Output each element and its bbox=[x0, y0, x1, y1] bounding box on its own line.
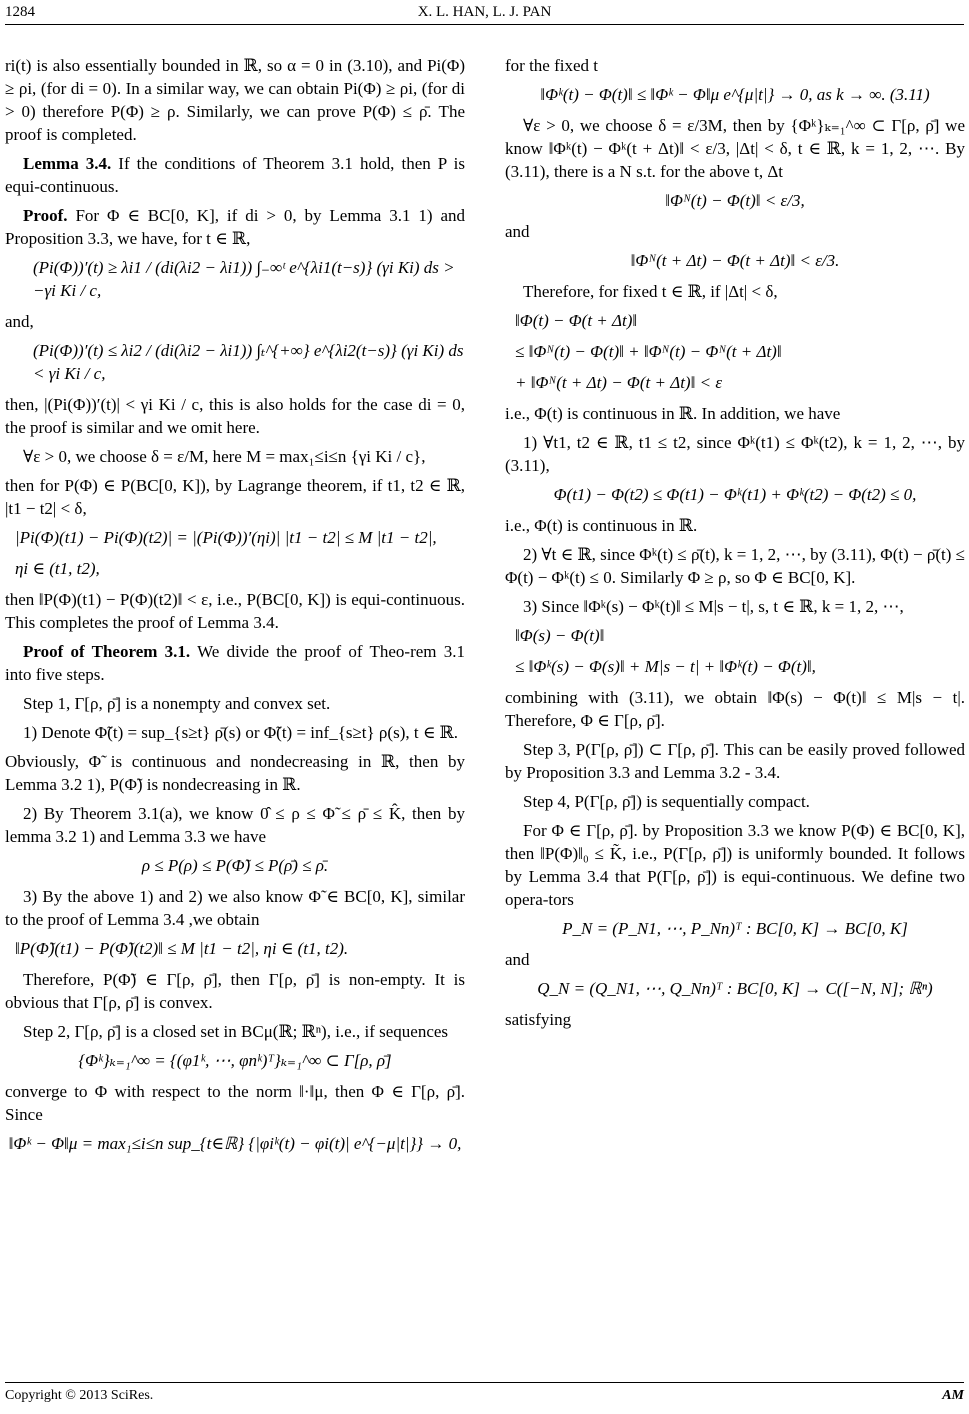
paragraph bbox=[505, 738, 965, 784]
paragraph-text: i.e., Φ(t) is continuous in ℝ. bbox=[505, 516, 698, 535]
paragraph-text: then ‖P(Φ)(t1) − P(Φ)(t2)‖ < ε, i.e., P(BC[0, K]) is equi-continuous. This completes the proof of Lemma 3.4. bbox=[5, 590, 465, 632]
paragraph bbox=[5, 1020, 465, 1043]
paragraph bbox=[5, 588, 465, 634]
paragraph bbox=[505, 1008, 965, 1031]
equation: ‖Φᴺ(t) − Φ(t)‖ < ε/3, bbox=[665, 191, 805, 210]
paragraph bbox=[5, 54, 465, 146]
paragraph-text: combining with (3.11), we obtain ‖Φ(s) − Φ(t)‖ ≤ M|s − t|. Therefore, Φ ∈ Γ[ρ, ρ̄]. bbox=[505, 688, 965, 730]
running-title: X. L. HAN, L. J. PAN bbox=[417, 4, 552, 20]
paragraph-text: 3) By the above 1) and 2) we also know Φ̃ ∈ BC[0, K], similar to the proof of Lemma 3.4 ,we obtain bbox=[5, 887, 465, 929]
equation: ‖Φᵏ(t) − Φ(t)‖ ≤ ‖Φᵏ − Φ‖μ e^{μ|t|} → 0, as k → ∞. (3.11) bbox=[540, 85, 930, 104]
paragraph bbox=[5, 968, 465, 1014]
paragraph bbox=[505, 790, 965, 813]
paragraph bbox=[505, 220, 965, 243]
page-number: 1284 bbox=[5, 4, 35, 20]
paragraph-lead: Proof of Theorem 3.1. bbox=[23, 642, 191, 661]
paragraph-text: Therefore, for fixed t ∈ ℝ, if |Δt| < δ, bbox=[523, 282, 778, 301]
header-rule bbox=[5, 24, 964, 25]
paragraph bbox=[505, 819, 965, 911]
paragraph-text: 1) ∀t1, t2 ∈ ℝ, t1 ≤ t2, since Φᵏ(t1) ≤ Φᵏ(t2), k = 1, 2, ⋯, by (3.11), bbox=[505, 433, 965, 475]
paragraph bbox=[5, 445, 465, 468]
paragraph-text: For Φ ∈ Γ[ρ, ρ̄]. by Proposition 3.3 we know P(Φ) ∈ BC[0, K], then ‖P(Φ)‖₀ ≤ K̃, i.e., P(Γ[ρ, ρ̄]) is uniformly bounded. It follows by Lemma 3.4 that P(Γ[ρ, ρ̄]) is equi-continuous. We define two opera-tors bbox=[505, 821, 965, 909]
equation: Q_N = (Q_N1, ⋯, Q_Nn)ᵀ : BC[0, K] → C([−N, N]; ℝⁿ) bbox=[537, 979, 933, 998]
paragraph bbox=[505, 543, 965, 589]
paragraph-text: 3) Since ‖Φᵏ(s) − Φᵏ(t)‖ ≤ M|s − t|, s, t ∈ ℝ, k = 1, 2, ⋯, bbox=[523, 597, 904, 616]
paragraph bbox=[5, 750, 465, 796]
equation: (Pi(Φ))′(t) ≤ λi2 / (di(λi2 − λi1)) ∫ₜ^{+∞} e^{λi2(t−s)} (γi Ki) ds < γi Ki / c, bbox=[33, 341, 464, 383]
paragraph bbox=[505, 686, 965, 732]
paragraph-text: Step 2, Γ[ρ, ρ̄] is a closed set in BCμ(ℝ; ℝⁿ), i.e., if sequences bbox=[23, 1022, 449, 1041]
paragraph-text: ∀ε > 0, we choose δ = ε/M, here M = max₁≤i≤n {γi Ki / c}, bbox=[23, 447, 426, 466]
paragraph-text: Step 4, P(Γ[ρ, ρ̄]) is sequentially compact. bbox=[523, 792, 810, 811]
paragraph-text: i.e., Φ(t) is continuous in ℝ. In addition, we have bbox=[505, 404, 841, 423]
paragraph bbox=[505, 402, 965, 425]
paragraph-text: If the conditions of Theorem 3.1 hold, then P is equi-continuous. bbox=[5, 154, 465, 196]
paragraph bbox=[505, 948, 965, 971]
equation: ‖Φᵏ − Φ‖μ = max₁≤i≤n sup_{t∈ℝ} {|φiᵏ(t) − φi(t)| e^{−μ|t|}} → 0, bbox=[8, 1134, 462, 1153]
paragraph bbox=[5, 692, 465, 715]
journal-abbrev: AM bbox=[942, 1388, 964, 1403]
paragraph bbox=[505, 514, 965, 537]
paragraph-text: and bbox=[505, 222, 530, 241]
paragraph bbox=[5, 885, 465, 931]
paragraph-lead: Lemma 3.4. bbox=[23, 154, 112, 173]
paragraph-text: Step 3, P(Γ[ρ, ρ̄]) ⊂ Γ[ρ, ρ̄]. This can be easily proved followed by Proposition 3.3 and Lemma 3.2 - 3.4. bbox=[505, 740, 965, 782]
paragraph-text: satisfying bbox=[505, 1010, 572, 1029]
equation: ≤ ‖Φᵏ(s) − Φ(s)‖ + M|s − t| + ‖Φᵏ(t) − Φ(t)‖, bbox=[515, 657, 816, 676]
paragraph-text: then for P(Φ) ∈ P(BC[0, K]), by Lagrange theorem, if t1, t2 ∈ ℝ, |t1 − t2| < δ, bbox=[5, 476, 465, 518]
paragraph-text: Therefore, P(Φ̃) ∈ Γ[ρ, ρ̄], then Γ[ρ, ρ̄] is non-empty. It is obvious that Γ[ρ, ρ̄] is convex. bbox=[5, 970, 465, 1012]
paragraph bbox=[5, 474, 465, 520]
equation: ηi ∈ (t1, t2), bbox=[15, 559, 100, 578]
running-header bbox=[0, 0, 969, 26]
paragraph-text: and bbox=[505, 950, 530, 969]
equation: ‖Φ(s) − Φ(t)‖ bbox=[515, 626, 605, 645]
equation: ‖Φ(t) − Φ(t + Δt)‖ bbox=[515, 311, 638, 330]
equation: (Pi(Φ))′(t) ≥ λi1 / (di(λi2 − λi1)) ∫₋∞ᵗ e^{λi1(t−s)} (γi Ki) ds > −γi Ki / c, bbox=[33, 258, 455, 300]
paragraph bbox=[5, 640, 465, 686]
paragraph-text: For Φ ∈ BC[0, K], if di > 0, by Lemma 3.1 1) and Proposition 3.3, we have, for t ∈ ℝ, bbox=[5, 206, 465, 248]
paragraph-text: We divide the proof of Theo-rem 3.1 into five steps. bbox=[5, 642, 465, 684]
paragraph bbox=[505, 114, 965, 183]
right-column bbox=[505, 54, 965, 1037]
paragraph-text: ri(t) is also essentially bounded in ℝ, so α = 0 in (3.10), and Pi(Φ) ≥ ρi, (for di = 0). In a similar way, we can obtain Pi(Φ) ≥ ρi, (for di > 0) therefore P(Φ) ≥ ρ. Similarly, we can prove P(Φ) ≤ ρ̄. The proof is completed. bbox=[5, 56, 465, 144]
paragraph-text: 2) ∀t ∈ ℝ, since Φᵏ(t) ≤ ρ̄(t), k = 1, 2, ⋯, by (3.11), Φ(t) − ρ̄(t) ≤ Φ(t) − Φᵏ(t) ≤ 0. Similarly Φ ≥ ρ, so Φ ∈ BC[0, K]. bbox=[505, 545, 965, 587]
footer-rule bbox=[5, 1382, 964, 1383]
left-column bbox=[5, 54, 465, 1163]
equation: ‖P(Φ̃)(t1) − P(Φ̃)(t2)‖ ≤ M |t1 − t2|, ηi ∈ (t1, t2). bbox=[15, 939, 349, 958]
paragraph bbox=[505, 431, 965, 477]
paragraph-text: 2) By Theorem 3.1(a), we know 0̂ ≤ ρ ≤ Φ̃ ≤ ρ̄ ≤ K̂, then by lemma 3.2 1) and Lemma 3.3 we have bbox=[5, 804, 465, 846]
equation: ‖Φᴺ(t + Δt) − Φ(t + Δt)‖ < ε/3. bbox=[630, 251, 840, 270]
paragraph-text: then, |(Pi(Φ))′(t)| < γi Ki / c, this is also holds for the case di = 0, the proof is similar and we omit here. bbox=[5, 395, 465, 437]
paragraph-text: and, bbox=[5, 312, 34, 331]
paragraph bbox=[5, 393, 465, 439]
equation: Φ(t1) − Φ(t2) ≤ Φ(t1) − Φᵏ(t1) + Φᵏ(t2) − Φ(t2) ≤ 0, bbox=[553, 485, 917, 504]
paragraph bbox=[5, 152, 465, 198]
paragraph-text: ∀ε > 0, we choose δ = ε/3M, then by {Φᵏ}ₖ₌₁^∞ ⊂ Γ[ρ, ρ̄] we know ‖Φᵏ(t) − Φᵏ(t + Δt)‖ < ε/3, |Δt| < δ, t ∈ ℝ, k = 1, 2, ⋯. By (3.11), there is a N s.t. for the above t, Δt bbox=[505, 116, 965, 181]
paragraph-text: 1) Denote Φ̃(t) = sup_{s≥t} ρ̄(s) or Φ̃(t) = inf_{s≥t} ρ(s), t ∈ ℝ. bbox=[23, 723, 459, 742]
paragraph-text: converge to Φ with respect to the norm ‖·‖μ, then Φ ∈ Γ[ρ, ρ̄]. Since bbox=[5, 1082, 465, 1124]
equation: + ‖Φᴺ(t + Δt) − Φ(t + Δt)‖ < ε bbox=[515, 373, 723, 392]
paragraph bbox=[5, 310, 465, 333]
paragraph bbox=[505, 54, 965, 77]
paragraph-text: for the fixed t bbox=[505, 56, 598, 75]
equation: ≤ ‖Φᴺ(t) − Φ(t)‖ + ‖Φᴺ(t) − Φᴺ(t + Δt)‖ bbox=[515, 342, 782, 361]
paragraph bbox=[5, 721, 465, 744]
paragraph bbox=[5, 1080, 465, 1126]
paragraph bbox=[5, 204, 465, 250]
paragraph-text: Step 1, Γ[ρ, ρ̄] is a nonempty and convex set. bbox=[23, 694, 331, 713]
copyright-notice: Copyright © 2013 SciRes. bbox=[5, 1388, 154, 1403]
paragraph bbox=[505, 595, 965, 618]
paragraph bbox=[5, 802, 465, 848]
paragraph-text: Obviously, Φ̃ is continuous and nondecreasing in ℝ, then by Lemma 3.2 1), P(Φ̃) is nondecreasing in ℝ. bbox=[5, 752, 465, 794]
equation: P_N = (P_N1, ⋯, P_Nn)ᵀ : BC[0, K] → BC[0, K] bbox=[562, 919, 908, 938]
equation: |Pi(Φ)(t1) − Pi(Φ)(t2)| = |(Pi(Φ))′(ηi)| |t1 − t2| ≤ M |t1 − t2|, bbox=[15, 528, 437, 547]
equation: ρ ≤ P(ρ) ≤ P(Φ̃) ≤ P(ρ̄) ≤ ρ̄. bbox=[141, 856, 329, 875]
paragraph-lead: Proof. bbox=[23, 206, 68, 225]
equation: {Φᵏ}ₖ₌₁^∞ = {(φ1ᵏ, ⋯, φnᵏ)ᵀ}ₖ₌₁^∞ ⊂ Γ[ρ, ρ̄] bbox=[78, 1051, 392, 1070]
paragraph bbox=[505, 280, 965, 303]
